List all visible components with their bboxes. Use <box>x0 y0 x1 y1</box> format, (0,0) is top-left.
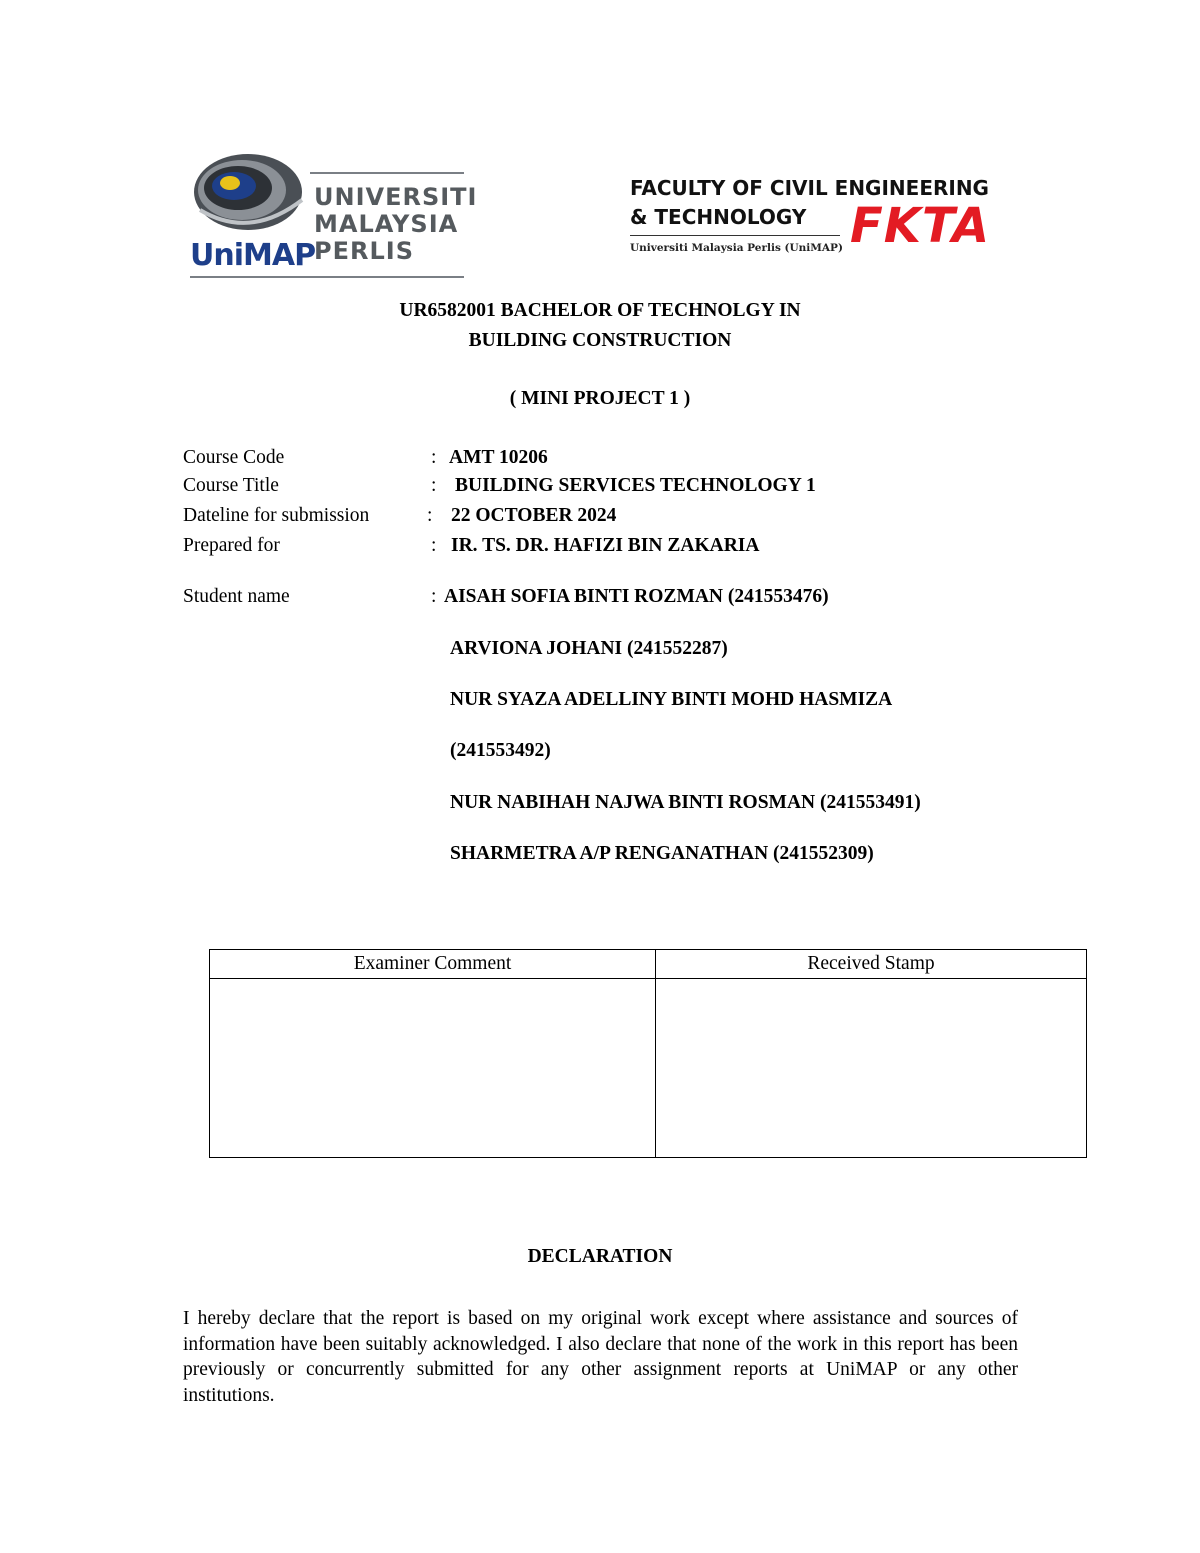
faculty-line-2: & TECHNOLOGY <box>630 205 807 229</box>
colon: : <box>431 447 437 468</box>
unimap-line-2: MALAYSIA <box>314 210 459 238</box>
faculty-logo <box>628 172 1018 262</box>
prepared-for-label: Prepared for <box>183 535 280 556</box>
declaration-body: I hereby declare that the report is based on my original work except where assistance and sources of information have been suitably acknowledged. I also declare that none of the work in this report has been previously or concurrently submitted for any other assignment reports at UniMAP or any other institutions. <box>183 1308 1018 1406</box>
student-name: NUR NABIHAH NAJWA BINTI ROSMAN (241553491) <box>450 792 921 813</box>
course-code-label: Course Code <box>183 447 285 468</box>
student-name-label: Student name <box>183 586 290 607</box>
examiner-table <box>209 949 1087 1158</box>
fkta-mark: FKTA <box>850 198 991 254</box>
declaration-title: DECLARATION <box>527 1246 673 1267</box>
colon: : <box>431 475 437 496</box>
examiner-comment-header: Examiner Comment <box>210 950 656 979</box>
student-name: ARVIONA JOHANI (241552287) <box>450 638 728 659</box>
faculty-subtitle: Universiti Malaysia Perlis (UniMAP) <box>630 242 843 254</box>
student-name: SHARMETRA A/P RENGANATHAN (241552309) <box>450 843 874 864</box>
course-title-value: BUILDING SERVICES TECHNOLOGY 1 <box>455 475 816 496</box>
student-name: NUR SYAZA ADELLINY BINTI MOHD HASMIZA <box>450 689 893 710</box>
logo-divider <box>310 172 464 174</box>
unimap-line-1: UNIVERSITI <box>314 183 478 211</box>
unimap-line-3: PERLIS <box>314 237 414 265</box>
course-title-label: Course Title <box>183 475 279 496</box>
course-code-value: AMT 10206 <box>449 447 548 468</box>
received-stamp-header: Received Stamp <box>656 950 1087 979</box>
examiner-comment-cell <box>210 979 656 1158</box>
student-name: AISAH SOFIA BINTI ROZMAN (241553476) <box>444 586 829 607</box>
program-line-2: BUILDING CONSTRUCTION <box>468 330 732 351</box>
logo-divider <box>190 276 464 278</box>
colon: : <box>431 535 437 556</box>
colon: : <box>431 586 437 607</box>
prepared-for-value: IR. TS. DR. HAFIZI BIN ZAKARIA <box>451 535 760 556</box>
deadline-value: 22 OCTOBER 2024 <box>451 505 617 526</box>
colon: : <box>427 505 433 526</box>
program-line-1: UR6582001 BACHELOR OF TECHNOLGY IN <box>399 300 801 321</box>
unimap-wordmark: UniMAP <box>190 238 316 273</box>
unimap-emblem-icon <box>190 150 310 240</box>
project-title: ( MINI PROJECT 1 ) <box>509 388 691 409</box>
unimap-logo <box>190 150 478 280</box>
deadline-label: Dateline for submission <box>183 505 370 526</box>
faculty-line-1: FACULTY OF CIVIL ENGINEERING <box>630 176 989 200</box>
faculty-divider <box>630 235 840 236</box>
received-stamp-cell <box>656 979 1087 1158</box>
student-id: (241553492) <box>450 740 551 761</box>
